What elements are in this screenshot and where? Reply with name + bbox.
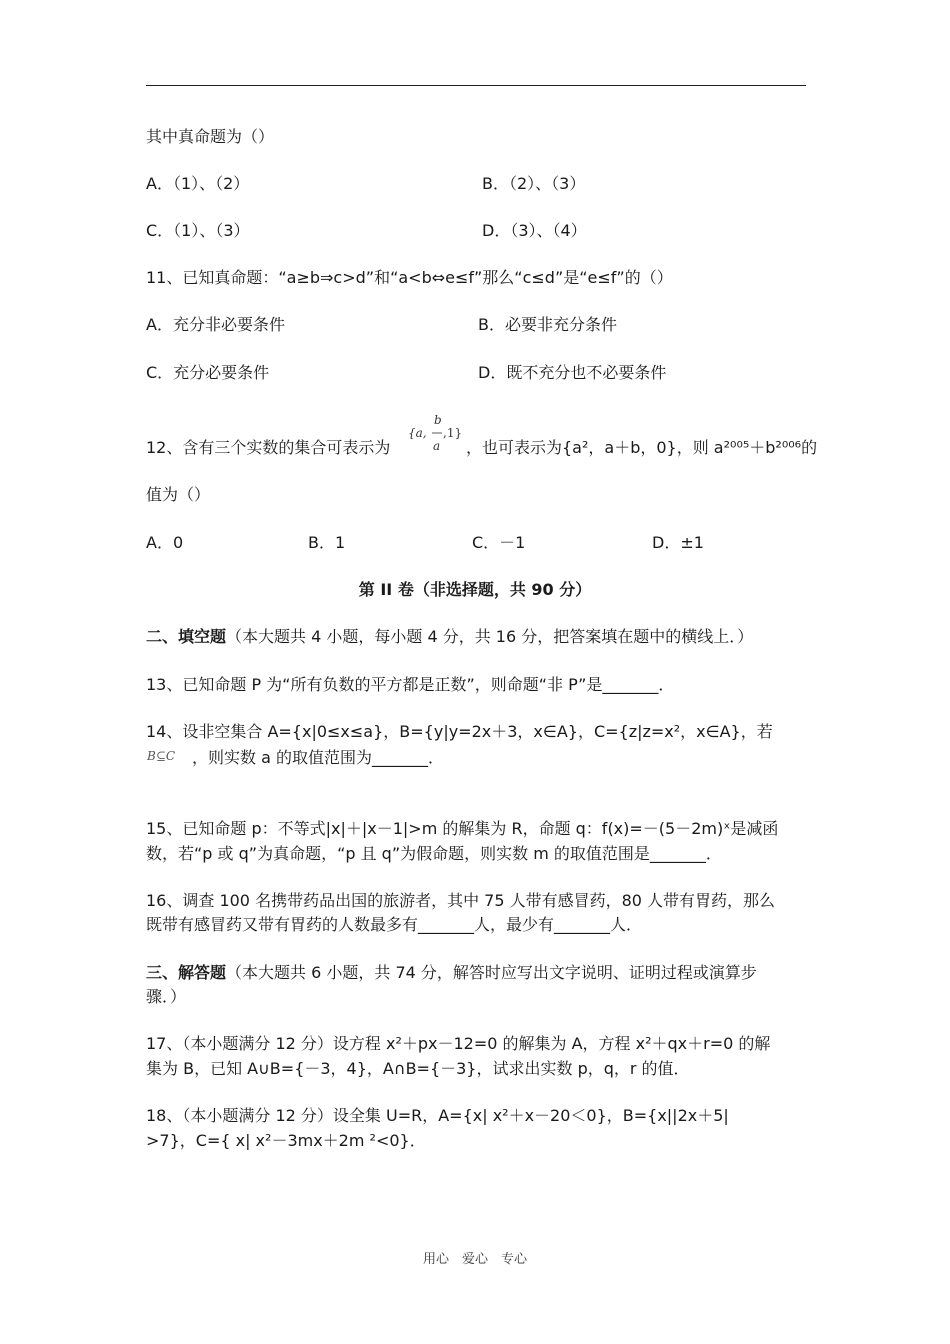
- q11-option-c: C．充分必要条件: [146, 363, 270, 382]
- q10-option-b: B．（2）、（3）: [482, 174, 586, 193]
- section-2-note: （本大题共 4 小题，每小题 4 分，共 16 分，把答案填在题中的横线上．）: [226, 627, 754, 646]
- q10-option-a: A．（1）、（2）: [146, 174, 250, 193]
- q16-line2: 既带有感冒药又带有胃药的人数最多有_______人，最少有_______人．: [146, 915, 643, 934]
- q12-formula-denominator: a: [433, 439, 441, 453]
- q12-formula-left: {a,: [408, 426, 427, 440]
- part-2-title: 第 II 卷（非选择题，共 90 分）: [358, 580, 592, 599]
- q12-stem-line2: 值为（）: [146, 485, 211, 504]
- q11-option-d: D．既不充分也不必要条件: [478, 363, 667, 382]
- q13: 13、已知命题 P 为“所有负数的平方都是正数”，则命题“非 P”是_______．: [146, 675, 675, 694]
- q12-stem-end: ，也可表示为{a²，a＋b，0}，则 a²⁰⁰⁵＋b²⁰⁰⁶的: [466, 438, 818, 457]
- q12-option-b: B．1: [308, 533, 346, 552]
- q12-formula-numerator: b: [434, 413, 442, 427]
- q12-option-c: C．－1: [472, 533, 526, 552]
- q11-option-a: A．充分非必要条件: [146, 315, 285, 334]
- q12-formula-right: ,1}: [443, 426, 463, 440]
- q14-subset-text: B⊆C: [147, 749, 176, 763]
- q12-set-formula: [407, 410, 463, 456]
- q14-line1: 14、设非空集合 A={x|0≤x≤a}，B={y|y=2x＋3，x∈A}，C={z|z=x²，x∈A}，若: [146, 722, 773, 741]
- q10-option-d: D．（3）、（4）: [482, 221, 587, 240]
- q11-option-b: B．必要非充分条件: [478, 315, 617, 334]
- q12-stem-start: 12、含有三个实数的集合可表示为: [146, 438, 391, 457]
- section-3-header: [146, 961, 757, 985]
- q10-option-c: C．（1）、（3）: [146, 221, 250, 240]
- q15-line2: 数，若“p 或 q”为真命题，“p 且 q”为假命题，则实数 m 的取值范围是_______．: [146, 844, 722, 863]
- q14-line2: ，则实数 a 的取值范围为_______．: [192, 748, 444, 767]
- q17-line2: 集为 B，已知 A∪B={－3，4}，A∩B={－3}，试求出实数 p，q，r 的值．: [146, 1059, 690, 1078]
- section-2-heading: 二、填空题: [146, 627, 227, 646]
- q15-line1: 15、已知命题 p：不等式|x|＋|x－1|>m 的解集为 R，命题 q：f(x)=－(5－2m)ˣ是减函: [146, 819, 779, 838]
- q12-option-d: D．±1: [652, 533, 704, 552]
- q17-line1: 17、（本小题满分 12 分）设方程 x²＋px－12=0 的解集为 A，方程 x²＋qx＋r=0 的解: [146, 1034, 771, 1053]
- q10-stem: 其中真命题为（）: [146, 127, 275, 146]
- header-rule: [146, 85, 806, 86]
- page-footer: 用心 爱心 专心: [422, 1252, 527, 1267]
- q12-option-a: A．0: [146, 533, 184, 552]
- q18-line1: 18、（本小题满分 12 分）设全集 U=R，A={x| x²＋x－20＜0}，B={x||2x＋5|: [146, 1106, 729, 1125]
- q14-subset-formula: [146, 747, 190, 765]
- section-3-note: （本大题共 6 小题，共 74 分，解答时应写出文字说明、证明过程或演算步: [226, 963, 757, 982]
- q11-stem: 11、已知真命题：“a≥b⇒c>d”和“a<b⇔e≤f”那么“c≤d”是“e≤f”的（）: [146, 268, 673, 287]
- section-3-heading: 三、解答题: [146, 963, 227, 982]
- q16-line1: 16、调查 100 名携带药品出国的旅游者，其中 75 人带有感冒药，80 人带有胃药，那么: [146, 891, 776, 910]
- q18-line2: >7}，C={ x| x²－3mx＋2m ²<0}．: [146, 1131, 426, 1150]
- section-2-header: [146, 625, 753, 649]
- section-3-note-line2: 骤．）: [146, 987, 187, 1006]
